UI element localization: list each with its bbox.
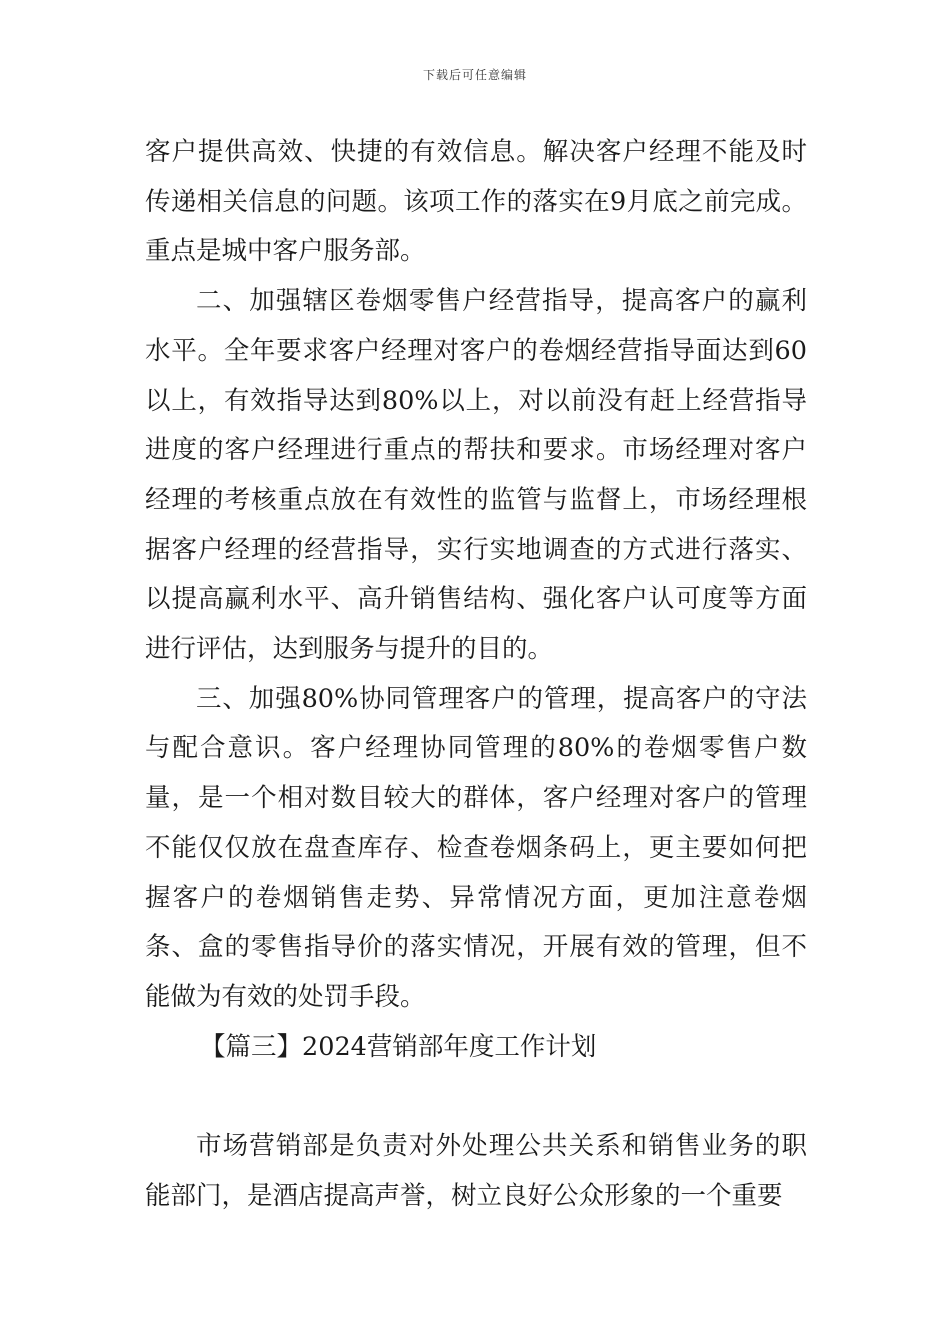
header-note: 下载后可任意编辑: [422, 68, 527, 82]
blank-line: [145, 1072, 807, 1122]
paragraph-continuation: 客户提供高效、快捷的有效信息。解决客户经理不能及时传递相关信息的问题。该项工作的落实在9月底之前完成。重点是城中客户服务部。: [145, 137, 807, 267]
paragraph-section-two: 二、加强辖区卷烟零售户经营指导，提高客户的赢利水平。全年要求客户经理对客户的卷烟经营指导面达到60以上，有效指导达到80%以上，对以前没有赶上经营指导进度的客户经理进行重点的帮扶和要求。市场经理对客户经理的考核重点放在有效性的监管与监督上，市场经理根据客户经理的经营指导，实行实地调查的方式进行落实、以提高赢利水平、高升销售结构、强化客户认可度等方面进行评估，达到服务与提升的目的。: [145, 286, 807, 665]
paragraph-section-three: 三、加强80%协同管理客户的管理，提高客户的守法与配合意识。客户经理协同管理的80%的卷烟零售户数量，是一个相对数目较大的群体，客户经理对客户的管理不能仅仅放在盘查库存、检查卷烟条码上，更主要如何把握客户的卷烟销售走势、异常情况方面，更加注意卷烟条、盒的零售指导价的落实情况，开展有效的管理，但不能做为有效的处罚手段。: [145, 683, 807, 1012]
document-body: [145, 128, 807, 1221]
section-heading: 【篇三】2024营销部年度工作计划: [200, 1031, 597, 1062]
paragraph-marketing-intro: 市场营销部是负责对外处理公共关系和销售业务的职能部门，是酒店提高声誉，树立良好公众形象的一个重要: [145, 1131, 807, 1211]
